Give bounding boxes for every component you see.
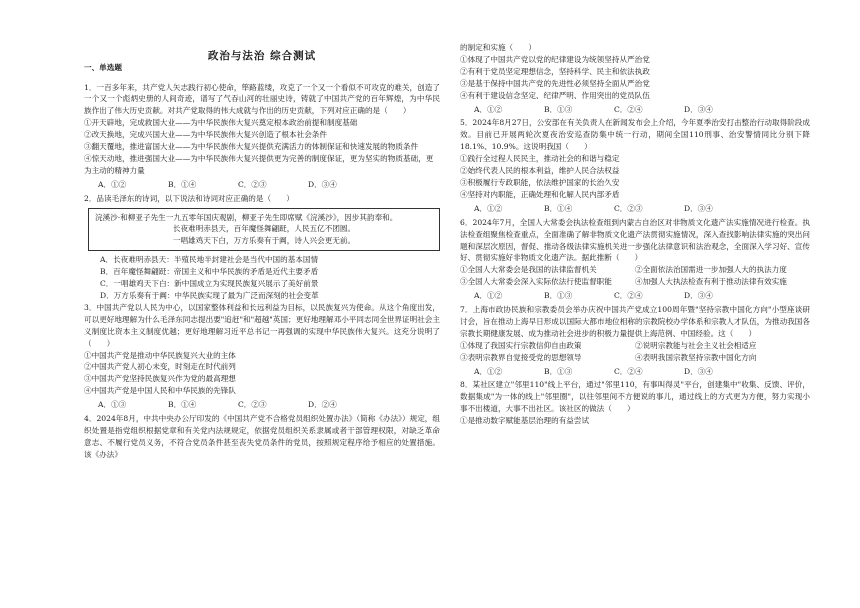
- section-heading: 一、单选题: [84, 63, 122, 72]
- question-7-answers: [474, 366, 810, 378]
- question-2-option-b[interactable]: B．百年魔怪舞翩跹：帝国主义和中华民族的矛盾是近代主要矛盾: [100, 267, 319, 277]
- question-5-option-3: ③积极履行专政职能，依法维护国家的长治久安: [460, 177, 620, 187]
- answer-a[interactable]: A．①②: [474, 203, 503, 213]
- question-1-option-3: ③翻天覆地，推进富国大业——为中华民族伟大复兴提供充满活力的体制保证和快速发展的物质条件: [84, 142, 419, 152]
- question-5-option-2: ②始终代表人民的根本利益，维护人民合法权益: [460, 166, 620, 176]
- answer-b[interactable]: B．①④: [168, 400, 197, 410]
- answer-d[interactable]: D．②④: [308, 400, 337, 410]
- answer-d[interactable]: D．③④: [684, 291, 713, 301]
- question-2-option-c[interactable]: C．一唱雄鸡天下白：新中国成立为实现民族复兴展示了美好前景: [100, 279, 319, 289]
- question-1-option-1: ①开天辟地，完成救国大业——为中华民族伟大复兴奠定根本政治前提和制度基础: [84, 118, 358, 128]
- question-6-answers: [474, 290, 810, 302]
- answer-d[interactable]: D．③④: [308, 179, 337, 189]
- question-3-option-1: ①中国共产党是推动中华民族复兴大业的主体: [84, 350, 236, 360]
- question-7-option-3: ③表明宗教界自觉接受党的思想领导: [460, 352, 582, 362]
- question-1-stem: 1．一百多年来，共产党人矢志践行初心使命，筚路蓝缕，攻克了一个又一个看似不可攻克的难关，创造了一个又一个彪炳史册的人间奇迹，谱写了气吞山河的壮丽史诗，铸就了中国共产党的百年辉煌，为中华民族作出了伟大历史贡献。对共产党取得的伟大成就与作出的历史贡献，下列对应正确的是（ ）: [84, 82, 440, 116]
- poem-line-3: 一唱雄鸡天下白，万方乐奏有于阗，诗人兴会更无前。: [172, 236, 356, 246]
- answer-c[interactable]: C．②④: [614, 291, 643, 301]
- question-1-option-4: ④惊天动地，推进强国大业——为中华民族伟大复兴提供更为完善的制度保证，更为坚实的物质基础，更为主动的精神力量: [84, 153, 434, 175]
- question-6-option-2: ②全面依法治国需进一步加强人大的执法力度: [635, 265, 787, 275]
- question-5-option-1: ①践行全过程人民民主，推动社会的和谐与稳定: [460, 154, 620, 164]
- question-5-answers: [474, 203, 810, 215]
- answer-b[interactable]: B．①④: [544, 203, 573, 213]
- poem-line-2: 长夜难明赤县天，百年魔怪舞翩跹，人民五亿不团圆。: [172, 224, 356, 234]
- answer-d[interactable]: D．③④: [684, 366, 713, 376]
- document-title: 政治与法治 综合测试: [207, 50, 317, 62]
- question-4-option-2: ②有利于党员坚定理想信念，坚持科学、民主和依法执政: [460, 66, 650, 76]
- question-3-option-4: ④中国共产党是中国人民和中华民族的先锋队: [84, 386, 236, 396]
- question-6-option-1: ①全国人大常委会是我国的法律监督机关: [460, 265, 597, 275]
- question-2-option-d[interactable]: D．万方乐奏有于阗：中华民族实现了最为广泛而深刻的社会变革: [100, 291, 319, 300]
- question-6-option-3: ③全国人大常委会深入实际依法行使监督职能: [460, 277, 612, 287]
- question-7-options-row-2: [460, 352, 810, 364]
- answer-d[interactable]: D．③④: [684, 104, 713, 114]
- answer-b[interactable]: B．①③: [544, 291, 573, 301]
- question-7-option-1: ①体现了我国实行宗教信仰自由政策: [460, 340, 582, 350]
- question-4-answers: [474, 104, 810, 116]
- question-2-option-a[interactable]: A．长夜难明赤县天：半殖民地半封建社会是当代中国的基本国情: [100, 255, 319, 265]
- right-column: [460, 42, 810, 427]
- question-5-stem: 5．2024年8月27日，公安部在有关负责人在新闻发布会上介绍，今年夏季治安打击整治行动取得阶段成效。目前已开展两轮次夏夜治安巡查防集中统一行动，期间全国110刑事、治安警情同比分别下降18.1%、10.9%。这说明我国（ ）: [460, 118, 810, 152]
- answer-c[interactable]: C．②④: [614, 104, 643, 114]
- poem-box: [88, 208, 440, 252]
- answer-a[interactable]: A．①②: [474, 366, 503, 376]
- question-3-answers: [98, 399, 440, 411]
- answer-c[interactable]: C．②③: [238, 400, 267, 410]
- answer-b[interactable]: B．①③: [544, 104, 573, 114]
- answer-c[interactable]: C．②④: [614, 366, 643, 376]
- question-7-option-4: ④表明我国宗教坚持宗教中国化方向: [635, 352, 757, 362]
- question-8-option-1: ①是推动数字赋能基层治理的有益尝试: [460, 416, 590, 426]
- poem-line-1: 浣溪沙·和柳亚子先生一九五零年国庆观剧，柳亚子先生即席赋《浣溪沙》，因步其韵奉和。: [95, 212, 398, 222]
- question-8-stem: 8．某社区建立"邻里110"线上平台，通过"邻里110，有事叫得灵"平台，创建集中"收集、反馈、评价，数据集成"为一体的线上"邻里圈"，以往邻里间不方便说的事儿，通过线上的方式更为方便，努力实现小事不出楼道，大事不出社区。该社区的做法（ ）: [460, 380, 810, 414]
- question-7-option-2: ②说明宗教能与社会主义社会相适应: [635, 340, 757, 350]
- question-1-answers: [98, 179, 440, 191]
- question-3-option-3: ③中国共产党坚持民族复兴作为党的最高理想: [84, 374, 236, 384]
- question-4-option-4: ④有利于建设信念坚定、纪律严明、作用突出的党员队伍: [460, 90, 650, 100]
- answer-c[interactable]: C．②③: [614, 203, 643, 213]
- question-4-stem: 4．2024年8月，中共中央办公厅印发的《中国共产党不合格党员组织处置办法》（简称《办法》）规定，组织处置是指党组织根据党章和有关党内法规规定，依据党员组织关系隶属或者干部管理权限，对缺乏革命意志、不履行党员义务，不符合党员条件甚至丧失党员条件的党员，按照规定程序给予相应的处置措施。该《办法》: [84, 414, 440, 459]
- question-3-option-2: ②中国共产党人初心未变，时刻走在时代前列: [84, 362, 236, 372]
- question-4-continuation: 的制定和实施（ ）: [460, 43, 536, 52]
- answer-a[interactable]: A．①③: [98, 400, 127, 410]
- answer-c[interactable]: C．②③: [238, 179, 267, 189]
- question-1-option-2: ②改天换地，完成兴国大业——为中华民族伟大复兴创造了根本社会条件: [84, 130, 327, 140]
- question-3-stem: 3．中国共产党以人民为中心，以国家整体利益和长远利益为目标，以民族复兴为使命。从这个角度出发，可以更好地理解为什么毛泽东同志提出要"追赶"和"超越"英国；更好地理解邓小平同志同全世界证明社会主义制度比资本主义制度优越；更好地理解习近平总书记一再强调的实现中华民族伟大复兴。这充分说明了（ ）: [84, 302, 440, 348]
- left-column: [84, 62, 440, 461]
- question-6-options-row-1: [460, 264, 810, 276]
- answer-a[interactable]: A．①②: [474, 291, 503, 301]
- question-4-option-3: ③是基于保持中国共产党的先进性必须坚持全面从严治党: [460, 78, 650, 88]
- question-6-options-row-2: [460, 276, 810, 288]
- question-4-option-1: ①体现了中国共产党以党的纪律建设为统领坚持从严治党: [460, 54, 650, 64]
- answer-a[interactable]: A．①②: [98, 179, 127, 189]
- answer-b[interactable]: B．①③: [544, 366, 573, 376]
- question-2-stem: 2．品读毛泽东的诗词，以下说法和诗词对应正确的是（ ）: [84, 193, 294, 203]
- answer-d[interactable]: D．③④: [684, 203, 713, 213]
- question-6-stem: 6．2024年7月，全国人大常委会执法检查组到内蒙古自治区对非物质文化遗产法实施情况进行检查。执法检查组聚焦检查重点，全面准确了解非物质文化遗产法贯彻实施情况，深入查找影响法律实施的突出问题和深层次原因，督促、推动各级法律实施机关进一步强化法律意识和法治观念，全面深入学习好、宣传好、贯彻实施好非物质文化遗产法。据此推断（ ）: [460, 217, 810, 263]
- question-6-option-4: ④加强人大执法检查有利于推动法律有效实施: [635, 277, 787, 287]
- answer-b[interactable]: B．①④: [168, 179, 197, 189]
- question-7-stem: 7．上海市政协民族和宗教委员会举办庆祝中国共产党成立100周年暨"坚持宗教中国化方向"小型座谈研讨会，旨在推动上海早日形成以国际大都市地位相称的宗教院校办学体系和宗教人才队伍，为推动我国各宗教长期健康发展、成为推动社会进步的积极力量提供上海范例、中国经验。这（ ）: [460, 305, 810, 338]
- question-5-option-4: ④坚持对内职能，正确处理和化解人民内部矛盾: [460, 189, 620, 199]
- question-7-options-row-1: [460, 340, 810, 352]
- answer-a[interactable]: A．①②: [474, 104, 503, 114]
